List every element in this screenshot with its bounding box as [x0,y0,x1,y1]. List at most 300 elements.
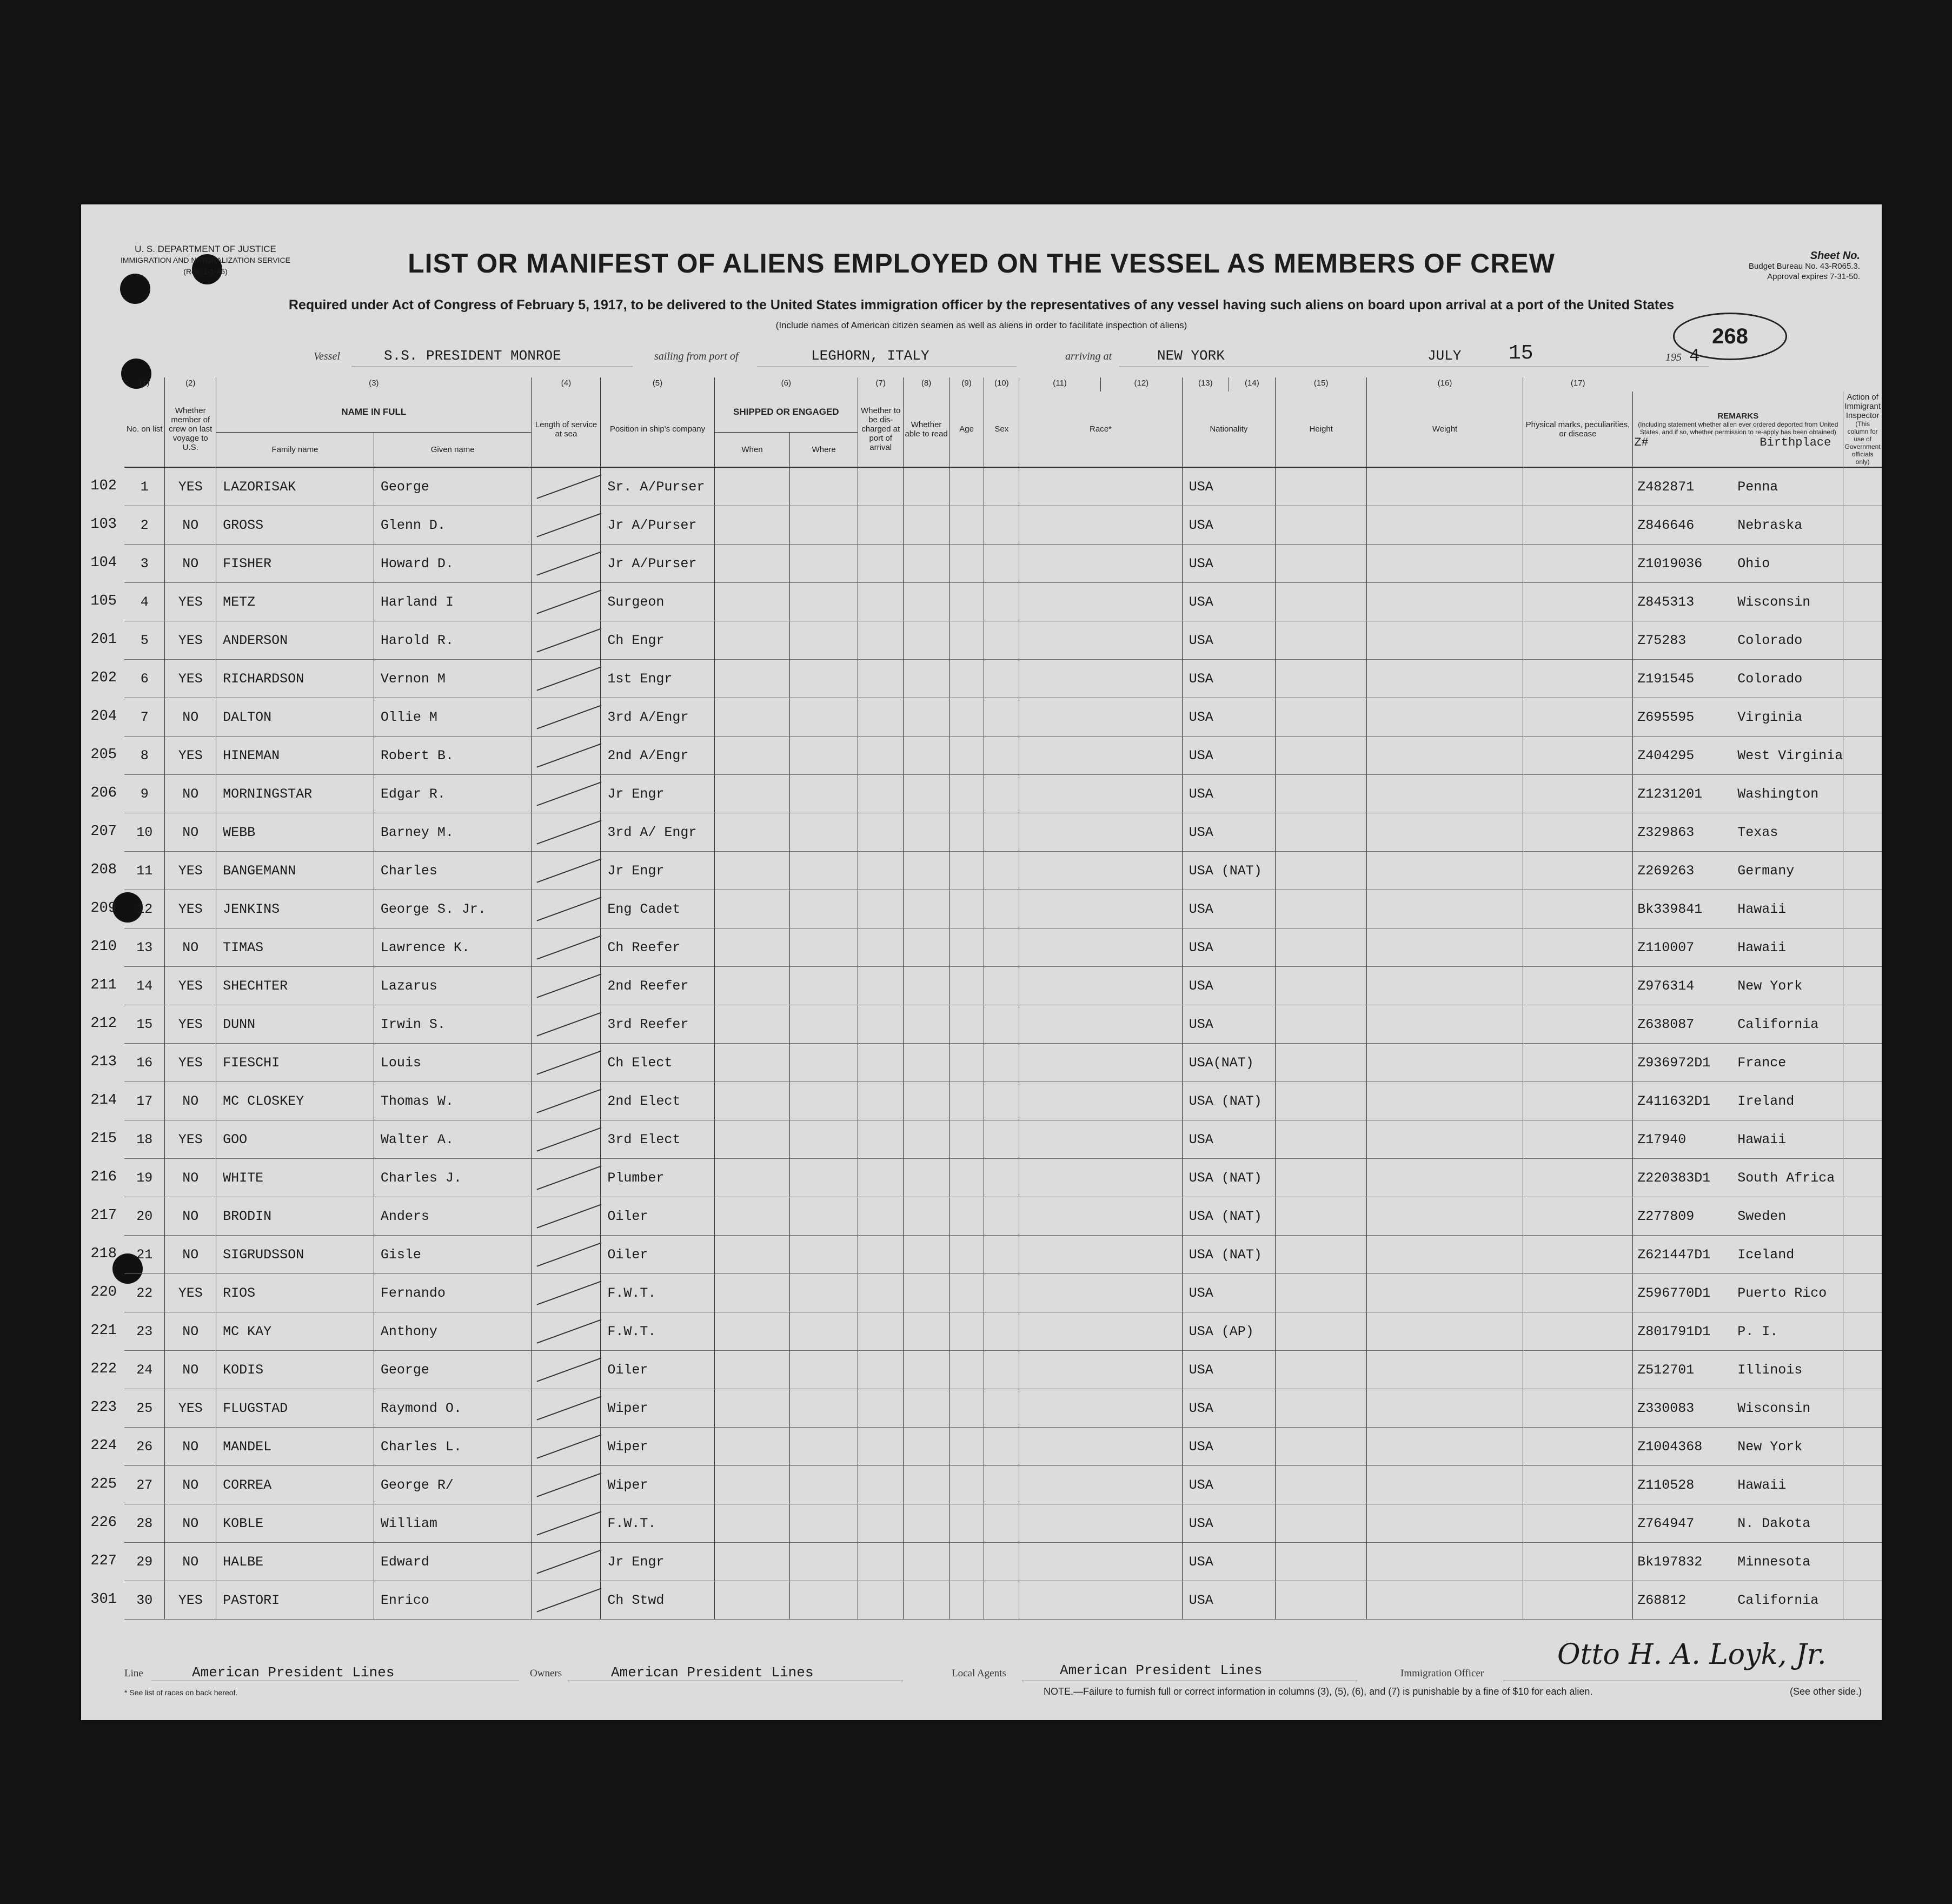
length-of-service-cell [532,1351,601,1389]
position-cell: 2nd Reefer [601,967,714,1005]
shipped-when-cell [714,852,790,890]
crew-row [124,1543,1882,1581]
position-cell: Ch Engr [601,621,714,660]
position-cell: Plumber [601,1159,714,1197]
given-name-cell: Edward [374,1543,532,1581]
physical-marks-cell [1523,1005,1633,1044]
remarks-cell [1633,737,1843,775]
race-cell-a [1019,1504,1183,1543]
row-number: 6 [124,660,165,698]
physical-marks-cell [1523,1159,1633,1197]
birthplace: Hawaii [1737,1477,1787,1493]
last-voyage-cell: NO [165,1197,216,1236]
last-voyage-cell: YES [165,1389,216,1428]
discharged-cell [858,1197,904,1236]
height-cell [1275,1236,1367,1274]
z-number: Bk339841 [1637,901,1703,917]
length-of-service-cell [532,737,601,775]
physical-marks-cell [1523,890,1633,928]
discharged-cell [858,852,904,890]
able-to-read-cell [904,1159,949,1197]
race-cell-a [1019,467,1183,506]
last-voyage-cell: YES [165,621,216,660]
weight-cell [1367,1389,1523,1428]
birthplace: Wisconsin [1737,594,1811,610]
inspector-action-cell [1843,1005,1882,1044]
birthplace: Colorado [1737,671,1803,687]
able-to-read-cell [904,1351,949,1389]
age-cell [949,1044,984,1082]
margin-reference-number: 218 [90,1246,117,1262]
discharged-cell [858,621,904,660]
discharged-cell [858,1082,904,1120]
shipped-when-cell [714,1581,790,1620]
remarks-cell [1633,1351,1843,1389]
family-name-cell: CORREA [216,1466,374,1504]
race-cell-a [1019,928,1183,967]
given-name-cell: Robert B. [374,737,532,775]
birthplace: Colorado [1737,632,1803,648]
arrival-month: JULY [1428,348,1462,364]
given-name-cell: Lawrence K. [374,928,532,967]
remarks-cell [1633,660,1843,698]
col-3-number: (3) [216,377,532,392]
physical-marks-cell [1523,1274,1633,1312]
col-13-number: (13) [1182,377,1229,392]
length-of-service-cell [532,928,601,967]
race-cell-a [1019,775,1183,813]
family-name-cell: DUNN [216,1005,374,1044]
margin-reference-number: 301 [90,1591,117,1608]
remarks-cell [1633,506,1843,545]
shipped-where-cell [790,852,858,890]
discharged-cell [858,1120,904,1159]
discharged-cell [858,545,904,583]
age-cell [949,1082,984,1120]
remarks-cell [1633,1274,1843,1312]
shipped-when-cell [714,1543,790,1581]
given-name-cell: Glenn D. [374,506,532,545]
last-voyage-cell: YES [165,1274,216,1312]
crew-row [124,1428,1882,1466]
race-cell-a [1019,1543,1183,1581]
position-cell: Oiler [601,1351,714,1389]
row-number: 11 [124,852,165,890]
margin-reference-number: 207 [90,824,117,840]
length-of-service-cell [532,545,601,583]
family-name-cell: SHECHTER [216,967,374,1005]
nationality-cell: USA [1182,890,1275,928]
length-of-service-cell [532,1581,601,1620]
row-number: 7 [124,698,165,737]
race-cell-a [1019,1466,1183,1504]
row-number: 26 [124,1428,165,1466]
length-of-service-cell [532,467,601,506]
remarks-cell [1633,1044,1843,1082]
z-number: Z482871 [1637,479,1695,495]
remarks-cell [1633,1504,1843,1543]
crew-row [124,621,1882,660]
manifest-sheet [81,204,1882,1720]
race-cell-a [1019,545,1183,583]
margin-reference-number: 211 [90,977,117,993]
able-to-read-cell [904,1504,949,1543]
weight-cell [1367,967,1523,1005]
inspector-action-cell [1843,1581,1882,1620]
last-voyage-cell: YES [165,660,216,698]
given-name-cell: Thomas W. [374,1082,532,1120]
nationality-cell: USA [1182,928,1275,967]
header-length-service: Length of service at sea [532,392,601,467]
header-name-in-full: NAME IN FULL [216,392,532,433]
physical-marks-cell [1523,1044,1633,1082]
position-cell: Wiper [601,1389,714,1428]
last-voyage-cell: NO [165,775,216,813]
sex-cell [984,1466,1019,1504]
family-name-cell: RIOS [216,1274,374,1312]
sex-cell [984,1082,1019,1120]
margin-reference-number: 102 [90,477,117,494]
nationality-cell: USA [1182,775,1275,813]
agency-line-1: U. S. DEPARTMENT OF JUSTICE [135,244,276,254]
length-of-service-cell [532,1159,601,1197]
nationality-cell: USA [1182,1389,1275,1428]
position-cell: Ch Elect [601,1044,714,1082]
position-cell: 3rd Elect [601,1120,714,1159]
able-to-read-cell [904,1236,949,1274]
shipped-where-cell [790,967,858,1005]
race-cell-a [1019,737,1183,775]
nationality-cell: USA [1182,967,1275,1005]
age-cell [949,813,984,852]
physical-marks-cell [1523,737,1633,775]
sex-cell [984,1543,1019,1581]
shipped-when-cell [714,928,790,967]
sex-cell [984,1159,1019,1197]
form-subnote: (Include names of American citizen seamen as well as aliens in order to facilitate inspection of aliens) [775,320,1187,330]
z-number: Z695595 [1637,709,1695,725]
sex-cell [984,813,1019,852]
birthplace: Nebraska [1737,517,1803,533]
row-number: 5 [124,621,165,660]
footer-agents-value: American President Lines [1060,1662,1263,1679]
weight-cell [1367,1159,1523,1197]
sex-cell [984,506,1019,545]
age-cell [949,775,984,813]
able-to-read-cell [904,1082,949,1120]
nationality-cell: USA (NAT) [1182,1236,1275,1274]
shipped-when-cell [714,1504,790,1543]
able-to-read-cell [904,583,949,621]
family-name-cell: WHITE [216,1159,374,1197]
sheet-stamp-number: 268 [1673,313,1787,360]
nationality-cell: USA [1182,506,1275,545]
inspector-action-cell [1843,1274,1882,1312]
last-voyage-cell: NO [165,698,216,737]
shipped-when-cell [714,698,790,737]
shipped-where-cell [790,1005,858,1044]
physical-marks-cell [1523,852,1633,890]
inspector-action-cell [1843,1082,1882,1120]
race-cell-a [1019,1274,1183,1312]
height-cell [1275,775,1367,813]
footer-owners-label: Owners [530,1668,562,1679]
inspector-action-cell [1843,813,1882,852]
discharged-cell [858,775,904,813]
crew-rows [124,467,1882,1620]
crew-row [124,1274,1882,1312]
crew-row [124,1197,1882,1236]
given-name-cell: Louis [374,1044,532,1082]
shipped-where-cell [790,1236,858,1274]
able-to-read-cell [904,1274,949,1312]
col-4-number: (4) [532,377,601,392]
length-of-service-cell [532,660,601,698]
age-cell [949,737,984,775]
birthplace: New York [1737,978,1803,994]
row-number: 3 [124,545,165,583]
family-name-cell: FLUGSTAD [216,1389,374,1428]
approval-expiry: Approval expires 7-31-50. [1767,272,1860,281]
arrival-day: 15 [1509,342,1533,365]
family-name-cell: WEBB [216,813,374,852]
arriving-at-label: arriving at [1065,350,1112,362]
last-voyage-cell: YES [165,1120,216,1159]
given-name-cell: Fernando [374,1274,532,1312]
length-of-service-cell [532,813,601,852]
age-cell [949,1274,984,1312]
shipped-where-cell [790,1389,858,1428]
z-number: Z1231201 [1637,786,1703,802]
inspector-action-cell [1843,737,1882,775]
race-cell-a [1019,813,1183,852]
shipped-when-cell [714,1197,790,1236]
crew-row [124,698,1882,737]
position-cell: 2nd Elect [601,1082,714,1120]
given-name-cell: George [374,1351,532,1389]
row-number: 14 [124,967,165,1005]
weight-cell [1367,1082,1523,1120]
position-cell: Jr Engr [601,1543,714,1581]
remarks-cell [1633,967,1843,1005]
margin-reference-number: 201 [90,632,117,648]
birthplace: Washington [1737,786,1819,802]
port-of-arrival: NEW YORK [1157,348,1225,364]
remarks-cell [1633,1543,1843,1581]
birthplace: Hawaii [1737,901,1787,917]
last-voyage-cell: NO [165,545,216,583]
family-name-cell: SIGRUDSSON [216,1236,374,1274]
shipped-where-cell [790,737,858,775]
margin-reference-number: 208 [90,862,117,878]
position-cell: Wiper [601,1466,714,1504]
last-voyage-cell: NO [165,1312,216,1351]
age-cell [949,1351,984,1389]
crew-row [124,1044,1882,1082]
length-of-service-cell [532,852,601,890]
remarks-cell [1633,1159,1843,1197]
position-cell: 3rd A/ Engr [601,813,714,852]
remarks-cell [1633,928,1843,967]
inspector-action-cell [1843,545,1882,583]
height-cell [1275,1428,1367,1466]
margin-reference-number: 227 [90,1553,117,1569]
given-name-cell: Charles [374,852,532,890]
birthplace: Ireland [1737,1093,1795,1109]
z-number: Z220383D1 [1637,1170,1711,1186]
last-voyage-cell: NO [165,1466,216,1504]
height-cell [1275,467,1367,506]
race-cell-a [1019,1197,1183,1236]
discharged-cell [858,813,904,852]
length-of-service-cell [532,1504,601,1543]
length-of-service-cell [532,1389,601,1428]
shipped-when-cell [714,1044,790,1082]
z-number: Z512701 [1637,1362,1695,1378]
col-11-number: (11) [1019,377,1101,392]
nationality-cell: USA [1182,1120,1275,1159]
birthplace: Minnesota [1737,1554,1811,1570]
position-cell: Wiper [601,1428,714,1466]
sex-cell [984,890,1019,928]
sex-cell [984,1005,1019,1044]
age-cell [949,1005,984,1044]
physical-marks-cell [1523,1197,1633,1236]
last-voyage-cell: YES [165,583,216,621]
race-cell-a [1019,1120,1183,1159]
vessel-label: Vessel [314,350,340,362]
header-nationality: Nationality [1182,392,1275,467]
inspector-action-cell [1843,890,1882,928]
discharged-cell [858,583,904,621]
birthplace-subheader: Birthplace [1760,435,1831,449]
sailing-from-label: sailing from port of [654,350,739,362]
height-cell [1275,1543,1367,1581]
nationality-cell: USA [1182,1428,1275,1466]
birthplace: Ohio [1737,555,1770,572]
physical-marks-cell [1523,775,1633,813]
last-voyage-cell: NO [165,506,216,545]
position-cell: F.W.T. [601,1312,714,1351]
given-name-cell: Howard D. [374,545,532,583]
row-number: 19 [124,1159,165,1197]
able-to-read-cell [904,890,949,928]
form-subtitle: Required under Act of Congress of February 5, 1917, to be delivered to the United States immigration officer by the representatives of any vessel having such aliens on board upon arrival at a port of the United States [288,297,1675,313]
shipped-where-cell [790,1428,858,1466]
shipped-when-cell [714,1082,790,1120]
height-cell [1275,1312,1367,1351]
length-of-service-cell [532,698,601,737]
last-voyage-cell: NO [165,1428,216,1466]
discharged-cell [858,1044,904,1082]
family-name-cell: FIESCHI [216,1044,374,1082]
margin-reference-number: 226 [90,1515,117,1531]
length-of-service-cell [532,1428,601,1466]
weight-cell [1367,1274,1523,1312]
physical-marks-cell [1523,928,1633,967]
discharged-cell [858,698,904,737]
family-name-cell: FISHER [216,545,374,583]
inspector-action-cell [1843,1389,1882,1428]
length-of-service-cell [532,1005,601,1044]
birthplace: Penna [1737,479,1778,495]
crew-row [124,775,1882,813]
remarks-cell [1633,545,1843,583]
birthplace: Iceland [1737,1246,1795,1263]
footer-agents-label: Local Agents [952,1668,1006,1679]
last-voyage-cell: YES [165,890,216,928]
family-name-cell: DALTON [216,698,374,737]
port-of-departure: LEGHORN, ITALY [811,348,929,364]
z-number: Z936972D1 [1637,1054,1711,1071]
race-cell-a [1019,1351,1183,1389]
races-footnote: * See list of races on back hereof. [124,1688,238,1697]
age-cell [949,852,984,890]
height-cell [1275,1274,1367,1312]
margin-reference-number: 220 [90,1284,117,1301]
header-physical-marks: Physical marks, peculiarities, or disease [1523,392,1633,467]
race-cell-a [1019,1428,1183,1466]
shipped-when-cell [714,813,790,852]
header-age: Age [949,392,984,467]
margin-reference-number: 222 [90,1361,117,1377]
discharged-cell [858,737,904,775]
shipped-when-cell [714,1466,790,1504]
shipped-when-cell [714,467,790,506]
given-name-cell: Charles L. [374,1428,532,1466]
age-cell [949,967,984,1005]
length-of-service-cell [532,1197,601,1236]
given-name-cell: Gisle [374,1236,532,1274]
height-cell [1275,1581,1367,1620]
remarks-cell [1633,1120,1843,1159]
physical-marks-cell [1523,1466,1633,1504]
footer-line-label: Line [124,1668,143,1679]
year-prefix: 195 [1665,351,1682,363]
height-cell [1275,1005,1367,1044]
margin-reference-number: 221 [90,1323,117,1339]
footer-line-value: American President Lines [192,1664,395,1681]
able-to-read-cell [904,775,949,813]
birthplace: California [1737,1592,1819,1608]
immigration-officer-signature: Otto H. A. Loyk, Jr. [1557,1638,1827,1671]
sex-cell [984,698,1019,737]
physical-marks-cell [1523,967,1633,1005]
family-name-cell: MC KAY [216,1312,374,1351]
shipped-when-cell [714,583,790,621]
physical-marks-cell [1523,506,1633,545]
z-number: Z277809 [1637,1208,1695,1224]
physical-marks-cell [1523,583,1633,621]
row-number: 1 [124,467,165,506]
nationality-cell: USA [1182,1581,1275,1620]
header-given-name: Given name [374,433,532,467]
inspector-action-cell [1843,1120,1882,1159]
height-cell [1275,1389,1367,1428]
birthplace: N. Dakota [1737,1515,1811,1531]
inspector-action-cell [1843,1197,1882,1236]
crew-manifest-table [124,377,1882,1620]
physical-marks-cell [1523,1428,1633,1466]
position-cell: Jr Engr [601,775,714,813]
family-name-cell: JENKINS [216,890,374,928]
shipped-when-cell [714,545,790,583]
sex-cell [984,737,1019,775]
shipped-where-cell [790,1159,858,1197]
able-to-read-cell [904,813,949,852]
z-number: Z845313 [1637,594,1695,610]
z-number: Z330083 [1637,1400,1695,1416]
